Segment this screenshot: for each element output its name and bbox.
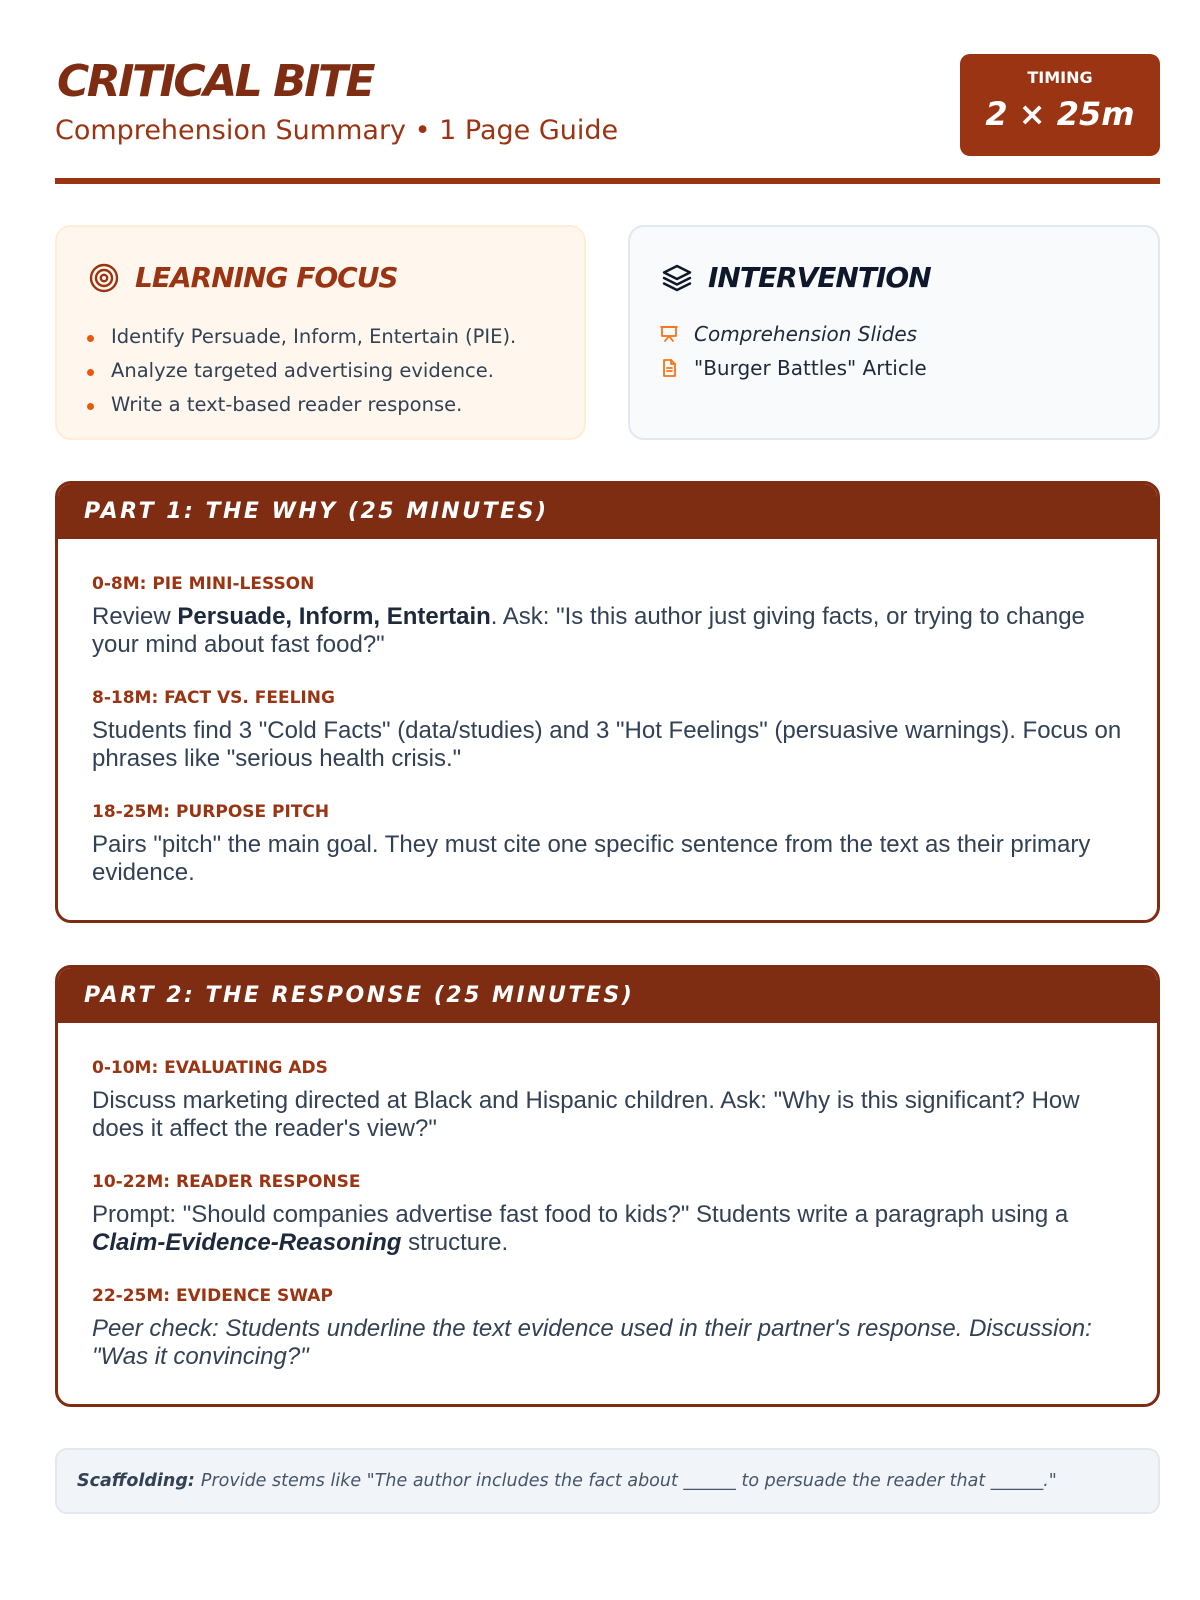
step-label: 0-10M: EVALUATING ADS [92, 1058, 328, 1078]
step-text-start: Review [92, 603, 178, 630]
resource-list [658, 317, 927, 385]
presentation-icon [658, 323, 680, 345]
learning-focus-heading [87, 261, 398, 295]
step-purpose-pitch [92, 801, 1122, 887]
step-label: 18-25M: PURPOSE PITCH [92, 802, 330, 822]
step-text-emphasis: Persuade, Inform, Entertain [177, 603, 491, 630]
step-label: 8-18M: FACT VS. FEELING [92, 688, 335, 708]
intervention-heading [660, 261, 931, 295]
resource-slides[interactable] [658, 317, 927, 351]
scaffolding-text: Provide stems like "The author includes the fact about ______ to persuade the reader that ______." [200, 1471, 1057, 1491]
timing-value: 2 × 25m [985, 95, 1135, 133]
step-label: 10-22M: READER RESPONSE [92, 1172, 361, 1192]
header-divider [55, 178, 1160, 184]
page-subtitle: Comprehension Summary • 1 Page Guide [55, 115, 619, 146]
document-icon [658, 357, 680, 379]
resource-article[interactable] [658, 351, 927, 385]
step-evaluating-ads [92, 1057, 1122, 1143]
step-label: 0-8M: PIE MINI-LESSON [92, 574, 315, 594]
intervention-title: INTERVENTION [708, 261, 931, 294]
step-pie-mini-lesson [92, 573, 1122, 659]
scaffolding-note [55, 1448, 1160, 1514]
step-text-end: structure. [401, 1229, 509, 1256]
step-label: 22-25M: EVIDENCE SWAP [92, 1286, 333, 1306]
page-title: CRITICAL BITE [57, 56, 374, 107]
timing-badge [960, 54, 1160, 156]
step-text [92, 1201, 1122, 1257]
page-header [55, 54, 1160, 184]
part-1-title: PART 1: THE WHY (25 MINUTES) [58, 484, 1157, 539]
part-1-section [55, 481, 1160, 923]
list-item: Analyze targeted advertising evidence. [87, 354, 516, 388]
resource-label: "Burger Battles" Article [694, 356, 927, 380]
learning-focus-list [87, 320, 516, 422]
learning-focus-title: LEARNING FOCUS [135, 261, 398, 294]
intervention-card [628, 225, 1160, 440]
scaffolding-label: Scaffolding: [77, 1471, 195, 1491]
part-2-title: PART 2: THE RESPONSE (25 MINUTES) [58, 968, 1157, 1023]
resource-label: Comprehension Slides [694, 322, 918, 346]
step-text: Peer check: Students underline the text evidence used in their partner's response. Discussion: "Was it convincing?" [92, 1315, 1092, 1370]
layers-icon [660, 261, 694, 295]
step-text-start: Prompt: "Should companies advertise fast food to kids?" Students write a paragraph using a [92, 1201, 1069, 1228]
timing-label: TIMING [1027, 68, 1093, 87]
step-text-emphasis: Claim-Evidence-Reasoning [92, 1229, 402, 1256]
step-text: Discuss marketing directed at Black and Hispanic children. Ask: "Why is this significant? How does it affect the reader's view?" [92, 1087, 1080, 1142]
part-2-section [55, 965, 1160, 1407]
learning-focus-card [55, 225, 586, 440]
step-fact-vs-feeling [92, 687, 1122, 773]
step-evidence-swap [92, 1285, 1122, 1371]
step-text [92, 603, 1122, 659]
target-icon [87, 261, 121, 295]
list-item: Identify Persuade, Inform, Entertain (PIE). [87, 320, 516, 354]
step-text: Pairs "pitch" the main goal. They must cite one specific sentence from the text as their primary evidence. [92, 831, 1091, 886]
list-item: Write a text-based reader response. [87, 388, 516, 422]
step-text: Students find 3 "Cold Facts" (data/studies) and 3 "Hot Feelings" (persuasive warnings). Focus on phrases like "serious health crisis." [92, 717, 1122, 772]
step-reader-response [92, 1171, 1122, 1257]
step-text-end: . Ask: "Is this author just giving facts, or trying to change your mind about fast food?" [92, 603, 1085, 658]
